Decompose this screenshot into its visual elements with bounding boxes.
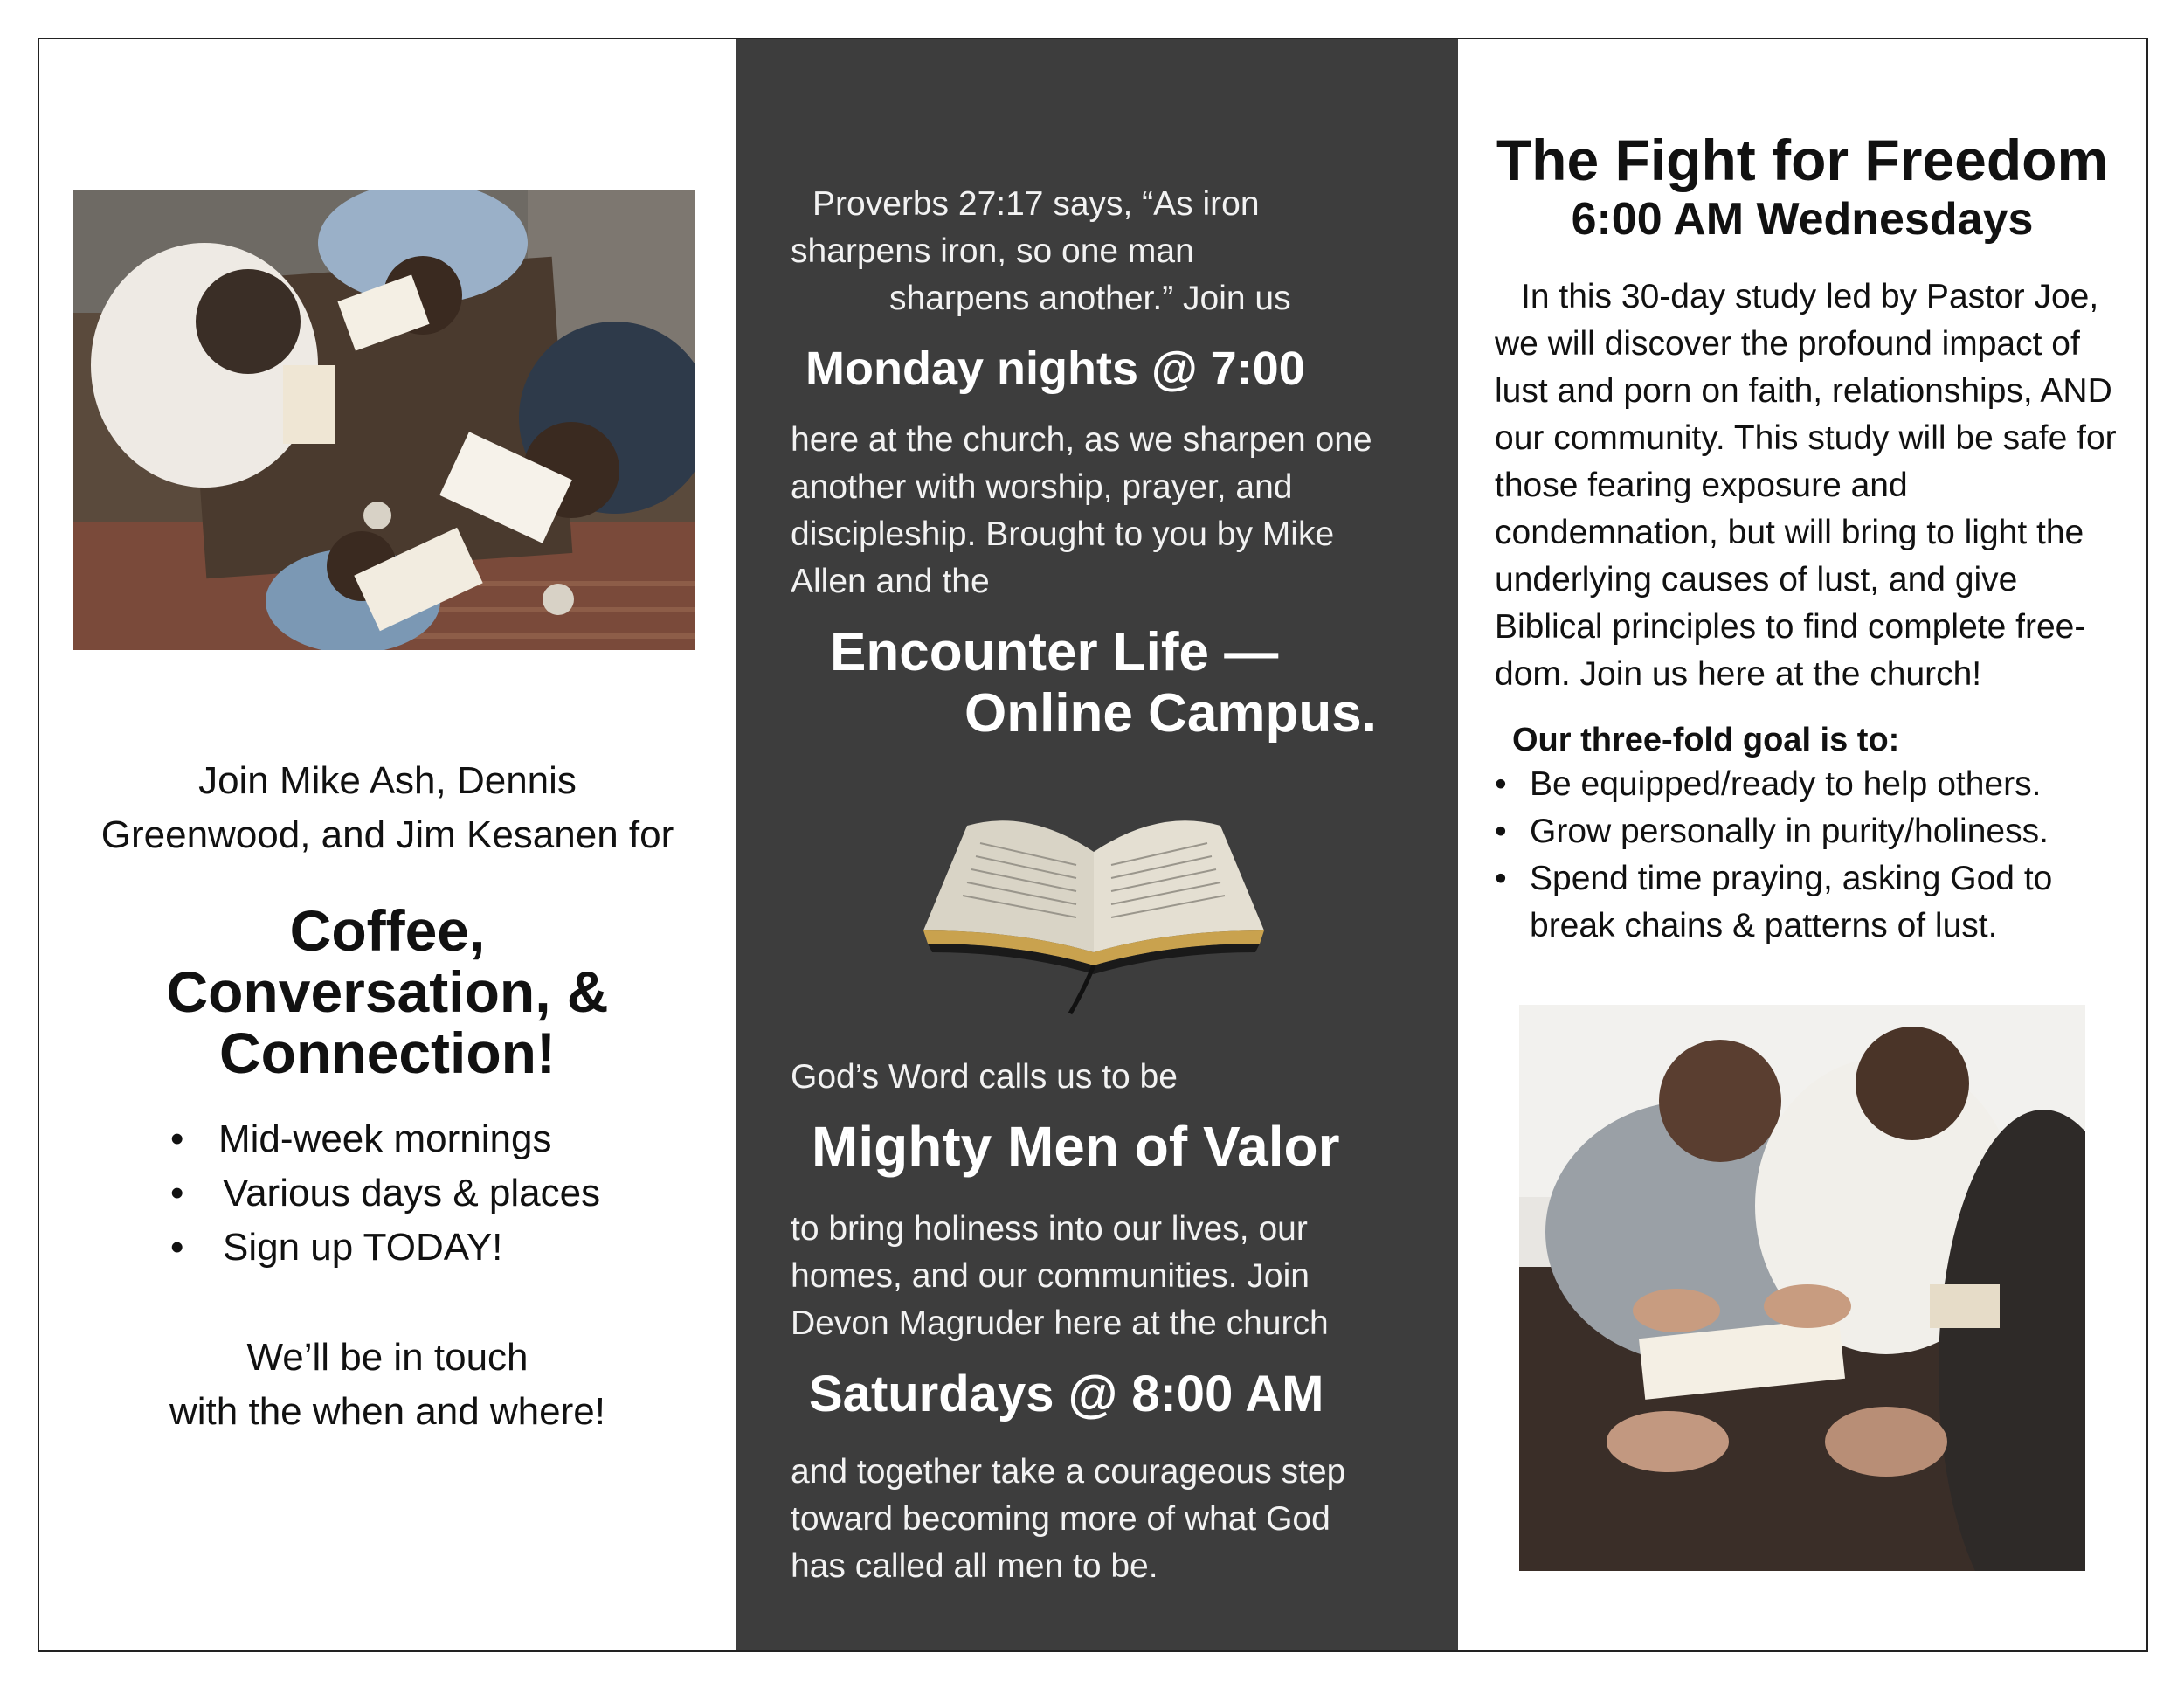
closing-line: with the when and where!	[169, 1390, 605, 1433]
closing-line: toward becoming more of what God	[791, 1500, 1330, 1538]
gods-word-line: God’s Word calls us to be	[791, 1058, 1178, 1096]
right-panel	[1458, 39, 2146, 1650]
left-closing	[39, 1331, 736, 1439]
proverb-line: sharpens another.” Join us	[889, 280, 1291, 317]
encounter-heading: Encounter Life —	[830, 622, 1279, 682]
holiness-line: homes, and our communities. Join	[791, 1257, 1310, 1295]
holiness-line: Devon Magruder here at the church	[791, 1304, 1329, 1342]
goal-heading: Our three-fold goal is to:	[1512, 722, 1900, 758]
monday-text-line: discipleship. Brought to you by Mike	[791, 515, 1335, 553]
men-praying-photo	[1519, 1005, 2085, 1571]
coffee-headline: Coffee, Conversation, & Connection!	[166, 898, 609, 1085]
open-bible-image	[915, 799, 1273, 1018]
closing-line: We’ll be in touch	[246, 1336, 529, 1379]
monday-text-line: here at the church, as we sharpen one	[791, 421, 1372, 459]
list-item: • Sign up TODAY!	[170, 1221, 600, 1275]
left-bullet-list	[170, 1112, 600, 1275]
left-intro: Join Mike Ash, Dennis Greenwood, and Jim Kesanen for	[100, 759, 674, 856]
closing-line: has called all men to be.	[791, 1547, 1158, 1585]
list-item: • Various days & places	[170, 1166, 600, 1221]
mighty-men-heading: Mighty Men of Valor	[812, 1115, 1340, 1178]
freedom-title: The Fight for Freedom	[1496, 128, 2109, 192]
monday-text-line: Allen and the	[791, 563, 990, 600]
list-item: • Spend time praying, asking God to break chains & patterns of lust.	[1495, 855, 2124, 950]
list-item: • Grow personally in purity/holiness.	[1495, 808, 2124, 855]
closing-line: and together take a courageous step	[791, 1453, 1346, 1491]
list-item: • Be equipped/ready to help others.	[1495, 761, 2124, 808]
goal-list	[1495, 761, 2124, 950]
left-panel	[39, 39, 736, 1650]
proverb-line: Proverbs 27:17 says, “As iron	[812, 185, 1260, 223]
monday-heading: Monday nights @ 7:00	[805, 342, 1305, 395]
men-bible-study-photo	[73, 190, 695, 650]
monday-text-line: another with worship, prayer, and	[791, 468, 1293, 506]
saturday-heading: Saturdays @ 8:00 AM	[809, 1366, 1324, 1422]
encounter-heading: Online Campus.	[964, 683, 1377, 744]
freedom-description: In this 30-day study led by Pastor Joe, we will discover the profound impact of lust and porn on faith, relationships, AND our community. This study will be safe for those fearing exposure and condemnation, but will bring to light the underlying causes of lust, and give Biblical principles to find complete free-dom. Join us here at the church!	[1495, 278, 2117, 693]
proverb-line: sharpens iron, so one man	[791, 232, 1194, 270]
holiness-line: to bring holiness into our lives, our	[791, 1210, 1308, 1248]
middle-panel	[736, 39, 1458, 1650]
freedom-subtitle: 6:00 AM Wednesdays	[1571, 194, 2034, 245]
list-item: • Mid-week mornings	[170, 1112, 600, 1166]
